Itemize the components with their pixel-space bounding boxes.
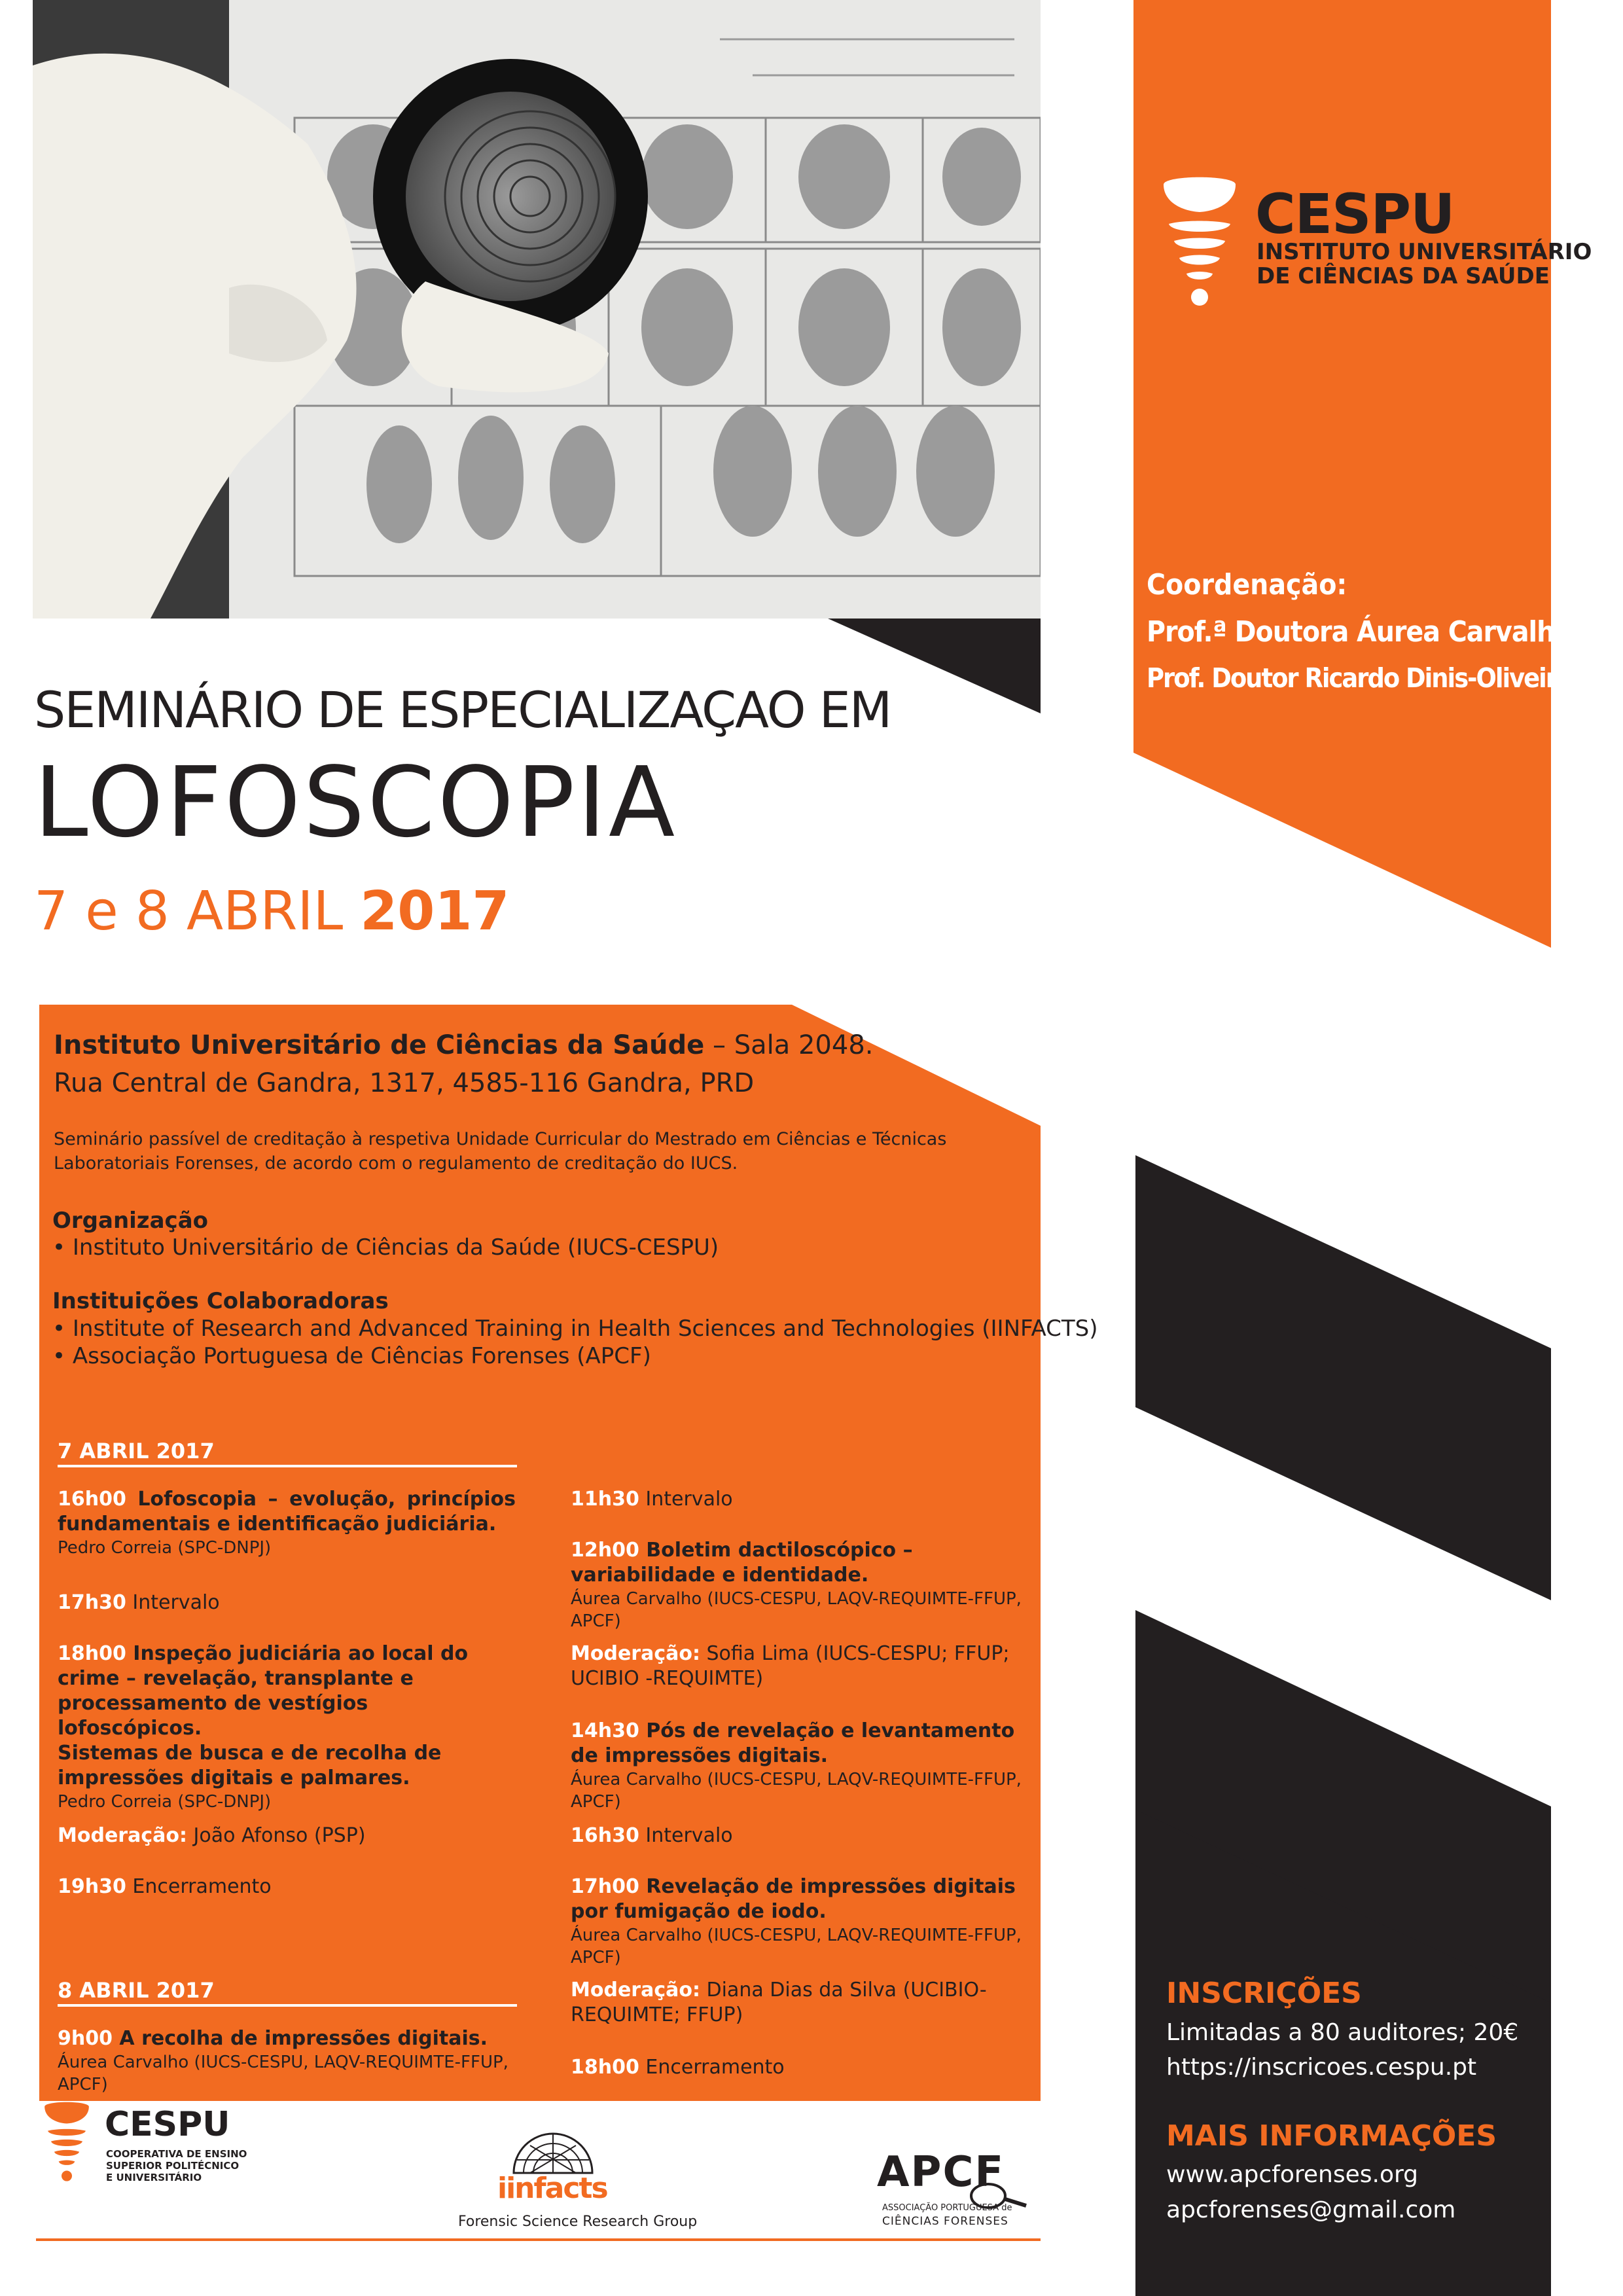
footer-iinfacts-sub: Forensic Science Research Group bbox=[458, 2214, 698, 2230]
cespu-footer-logo-icon bbox=[41, 2098, 93, 2183]
day2-item-5-text: Intervalo bbox=[639, 1824, 733, 1847]
day1-item-5-time: 19h30 bbox=[58, 1875, 126, 1898]
collaborators-title: Instituições Colaboradoras bbox=[52, 1288, 389, 1314]
dates-days: 7 e 8 ABRIL bbox=[34, 880, 361, 942]
collaborator-item-1: • Institute of Research and Advanced Training in Health Sciences and Technologies (IINFACTS) bbox=[52, 1316, 1098, 1342]
day2-item-8-time: 18h00 bbox=[571, 2056, 639, 2079]
day2-item-3-text: Sofia Lima (IUCS-CESPU; FFUP; UCIBIO -REQUIMTE) bbox=[571, 1642, 1010, 1690]
day1-item-3-title2: Sistemas de busca e de recolha de impressões digitais e palmares. bbox=[58, 1742, 442, 1789]
fingerprint-magnifier-icon bbox=[33, 0, 1041, 619]
day2-first-time: 9h00 bbox=[58, 2027, 113, 2050]
coordinator-1: Prof.ª Doutora Áurea Carvalho bbox=[1147, 615, 1572, 649]
coordinator-2: Prof. Doutor Ricardo Dinis-Oliveira bbox=[1147, 662, 1571, 694]
fingerprint-photo bbox=[33, 0, 1041, 619]
venue-address: Rua Central de Gandra, 1317, 4585-116 Gandra, PRD bbox=[54, 1068, 755, 1098]
venue-name bbox=[54, 1030, 873, 1060]
day2-item-4 bbox=[571, 1719, 1029, 1813]
footer-apcf-name: APCF bbox=[877, 2148, 1005, 2197]
seminar-dates bbox=[34, 880, 509, 942]
day2-header: 8 ABRIL 2017 bbox=[58, 1978, 215, 2003]
day2-item-8-text: Encerramento bbox=[639, 2056, 785, 2079]
cespu-logo-icon bbox=[1157, 171, 1242, 309]
day2-item-8 bbox=[571, 2055, 785, 2080]
footer-cespu-sub-1: COOPERATIVA DE ENSINO bbox=[106, 2148, 247, 2160]
day2-item-2-speaker: Áurea Carvalho (IUCS-CESPU, LAQV-REQUIMTE-FFUP, APCF) bbox=[571, 1589, 1022, 1631]
day1-item-4-label: Moderação: bbox=[58, 1824, 187, 1847]
day2-item-1 bbox=[571, 1487, 733, 1512]
day1-item-4-text: João Afonso (PSP) bbox=[187, 1824, 366, 1847]
day2-first-speaker: Áurea Carvalho (IUCS-CESPU, LAQV-REQUIMTE-FFUP, APCF) bbox=[58, 2053, 508, 2094]
day2-first bbox=[58, 2026, 529, 2096]
collaborator-item-2: • Associação Portuguesa de Ciências Forenses (APCF) bbox=[52, 1343, 651, 1369]
day1-item-1-speaker: Pedro Correia (SPC-DNPJ) bbox=[58, 1538, 272, 1558]
day1-item-1 bbox=[58, 1487, 516, 1559]
more-info-title: MAIS INFORMAÇÕES bbox=[1166, 2119, 1497, 2153]
day2-item-3 bbox=[571, 1641, 1029, 1691]
footer-cespu-name: CESPU bbox=[105, 2105, 230, 2144]
day2-item-5 bbox=[571, 1823, 733, 1848]
accreditation-note: Seminário passível de creditação à respetiva Unidade Curricular do Mestrado em Ciências e Técnicas Laboratoriais Forenses, de acordo com o regulamento de creditação do IUCS. bbox=[54, 1129, 947, 1174]
cespu-top-name: CESPU bbox=[1255, 182, 1455, 246]
day2-rule bbox=[58, 2004, 517, 2007]
day1-item-3-time: 18h00 bbox=[58, 1642, 126, 1665]
day1-item-3-title: Inspeção judiciária ao local do crime – revelação, transplante e processamento de vestígios lofoscópicos. bbox=[58, 1642, 469, 1740]
day2-item-2-title: Boletim dactiloscópico – variabilidade e identidade. bbox=[571, 1539, 913, 1587]
dark-shape-1 bbox=[1135, 1155, 1551, 1600]
day2-first-title: A recolha de impressões digitais. bbox=[112, 2027, 488, 2050]
day1-item-3-speaker: Pedro Correia (SPC-DNPJ) bbox=[58, 1792, 272, 1812]
day1-item-2 bbox=[58, 1590, 220, 1615]
organization-item: • Instituto Universitário de Ciências da Saúde (IUCS-CESPU) bbox=[52, 1234, 719, 1261]
seminar-subtitle: SEMINÁRIO DE ESPECIALIZAÇAO EM bbox=[34, 681, 891, 739]
day2-item-1-time: 11h30 bbox=[571, 1488, 639, 1511]
day2-item-7-label: Moderação: bbox=[571, 1979, 700, 2001]
more-info-website[interactable]: www.apcforenses.org bbox=[1166, 2161, 1418, 2188]
footer-cespu-sub-2: SUPERIOR POLITÉCNICO bbox=[106, 2160, 240, 2172]
day1-item-5-text: Encerramento bbox=[126, 1875, 272, 1898]
day2-item-2 bbox=[571, 1538, 1029, 1632]
day2-item-6-time: 17h00 bbox=[571, 1875, 639, 1898]
footer-cespu-sub-3: E UNIVERSITÁRIO bbox=[106, 2172, 202, 2183]
day2-item-5-time: 16h30 bbox=[571, 1824, 639, 1847]
footer-iinfacts-name: iinfacts bbox=[497, 2172, 607, 2205]
day2-item-1-text: Intervalo bbox=[639, 1488, 733, 1511]
venue-institution: Instituto Universitário de Ciências da Saúde bbox=[54, 1030, 705, 1060]
day2-item-7 bbox=[571, 1978, 1029, 2028]
day2-item-4-time: 14h30 bbox=[571, 1719, 639, 1742]
coordination-title: Coordenação: bbox=[1147, 568, 1347, 601]
footer-apcf-sub-2: CIÊNCIAS FORENSES bbox=[882, 2215, 1008, 2228]
footer-apcf-sub-1: ASSOCIAÇÃO PORTUGUESA de bbox=[882, 2203, 1012, 2213]
day1-header: 7 ABRIL 2017 bbox=[58, 1439, 215, 1463]
day2-item-2-time: 12h00 bbox=[571, 1539, 639, 1562]
top-right-orange-band bbox=[1133, 0, 1551, 948]
day2-item-6-title: Revelação de impressões digitais por fumigação de iodo. bbox=[571, 1875, 1016, 1923]
more-info-email[interactable]: apcforenses@gmail.com bbox=[1166, 2197, 1456, 2223]
cespu-top-line1: INSTITUTO UNIVERSITÁRIO bbox=[1257, 239, 1592, 265]
day2-item-4-title: Pós de revelação e levantamento de impressões digitais. bbox=[571, 1719, 1015, 1767]
venue-room: – Sala 2048. bbox=[704, 1030, 874, 1060]
day1-item-1-title: Lofoscopia – evolução, princípios fundamentais e identificação judiciária. bbox=[58, 1488, 516, 1535]
day2-item-3-label: Moderação: bbox=[571, 1642, 700, 1665]
day2-item-7-text: Diana Dias da Silva (UCIBIO-REQUIMTE; FFUP) bbox=[571, 1979, 987, 2026]
seminar-title: LOFOSCOPIA bbox=[34, 746, 678, 859]
day1-item-5 bbox=[58, 1874, 272, 1899]
registration-link[interactable]: https://inscricoes.cespu.pt bbox=[1166, 2054, 1477, 2081]
footer-rule bbox=[36, 2238, 1041, 2241]
day1-item-4 bbox=[58, 1823, 366, 1848]
day2-item-6 bbox=[571, 1874, 1029, 1969]
registration-line1: Limitadas a 80 auditores; 20€ bbox=[1166, 2019, 1519, 2046]
day1-item-2-time: 17h30 bbox=[58, 1591, 126, 1614]
cespu-top-line2: DE CIÊNCIAS DA SAÚDE bbox=[1257, 263, 1550, 289]
day1-item-1-time: 16h00 bbox=[58, 1488, 126, 1511]
day2-item-4-speaker: Áurea Carvalho (IUCS-CESPU, LAQV-REQUIMTE-FFUP, APCF) bbox=[571, 1770, 1022, 1812]
registration-title: INSCRIÇÕES bbox=[1166, 1977, 1362, 2010]
dates-year: 2017 bbox=[360, 880, 510, 942]
day1-item-3 bbox=[58, 1641, 516, 1813]
iinfacts-dome-icon bbox=[510, 2121, 596, 2176]
day2-item-6-speaker: Áurea Carvalho (IUCS-CESPU, LAQV-REQUIMTE-FFUP, APCF) bbox=[571, 1926, 1022, 1967]
organization-title: Organização bbox=[52, 1208, 208, 1234]
day1-item-2-text: Intervalo bbox=[126, 1591, 220, 1614]
day1-rule bbox=[58, 1465, 517, 1467]
